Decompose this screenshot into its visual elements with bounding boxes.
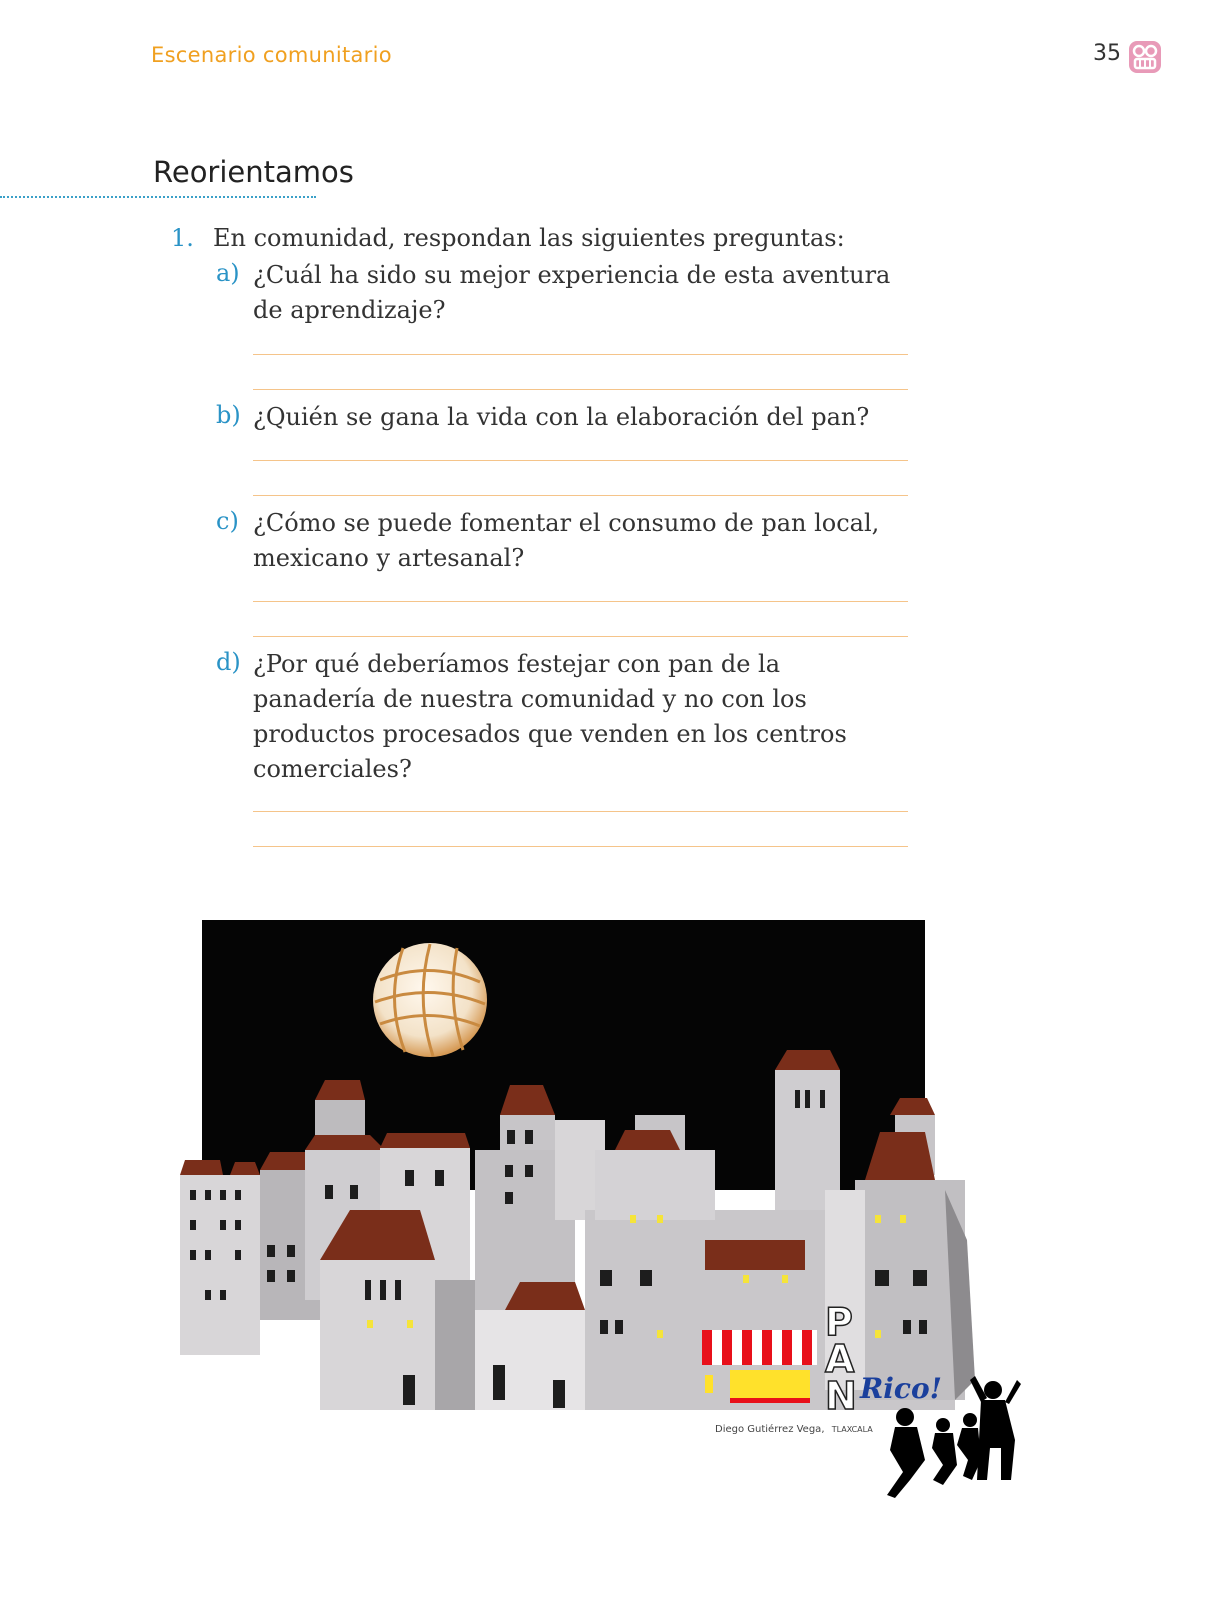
question-text-b bbox=[253, 400, 913, 435]
answer-line[interactable] bbox=[253, 389, 908, 390]
answer-line[interactable] bbox=[253, 354, 908, 355]
answer-line[interactable] bbox=[253, 495, 908, 496]
rico-sign: Rico! bbox=[860, 1372, 942, 1405]
svg-text:Diego Gutiérrez Vega, TLAX bbox=[715, 1423, 873, 1435]
question-d-line-2: panadería de nuestra comunidad y no con los bbox=[253, 685, 807, 713]
question-a-line-1: ¿Cuál ha sido su mejor experiencia de esta aventura bbox=[253, 261, 891, 289]
question-c-line-2: mexicano y artesanal? bbox=[253, 544, 525, 572]
concha-moon-icon bbox=[373, 943, 487, 1057]
question-text-c bbox=[253, 506, 913, 576]
answer-line[interactable] bbox=[253, 811, 908, 812]
illustration-credit-name: Diego Gutiérrez Vega, bbox=[715, 1424, 825, 1435]
item-number: 1. bbox=[171, 224, 194, 252]
question-letter-c: c) bbox=[216, 507, 239, 535]
answer-line[interactable] bbox=[253, 601, 908, 602]
question-a-line-2: de aprendizaje? bbox=[253, 296, 446, 324]
question-text-a bbox=[253, 258, 913, 328]
question-d-line-4: comerciales? bbox=[253, 755, 412, 783]
pan-letter-n: N bbox=[825, 1374, 857, 1418]
question-letter-d: d) bbox=[216, 648, 241, 676]
illustration-credit-place: TLAXCALA bbox=[831, 1425, 873, 1434]
answer-line[interactable] bbox=[253, 636, 908, 637]
question-text-d bbox=[253, 647, 913, 787]
question-d-line-1: ¿Por qué deberíamos festejar con pan de la bbox=[253, 650, 781, 678]
question-c-line-1: ¿Cómo se puede fomentar el consumo de pan local, bbox=[253, 509, 880, 537]
item-prompt: En comunidad, respondan las siguientes preguntas: bbox=[213, 224, 845, 252]
answer-line[interactable] bbox=[253, 846, 908, 847]
pan-letter-p: P bbox=[825, 1300, 853, 1344]
pan-sign bbox=[825, 1300, 857, 1418]
question-letter-b: b) bbox=[216, 401, 241, 429]
question-letter-a: a) bbox=[216, 259, 240, 287]
section-header: Escenario comunitario bbox=[151, 43, 392, 67]
glyph-icon bbox=[1128, 40, 1162, 74]
question-b-line-1: ¿Quién se gana la vida con la elaboración del pan? bbox=[253, 403, 870, 431]
town-illustration bbox=[175, 920, 1035, 1520]
section-divider bbox=[0, 196, 316, 198]
question-d-line-3: productos procesados que venden en los centros bbox=[253, 720, 847, 748]
answer-line[interactable] bbox=[253, 460, 908, 461]
section-title: Reorientamos bbox=[153, 155, 354, 189]
page-number: 35 bbox=[1093, 41, 1121, 66]
pan-letter-a: A bbox=[825, 1337, 855, 1381]
